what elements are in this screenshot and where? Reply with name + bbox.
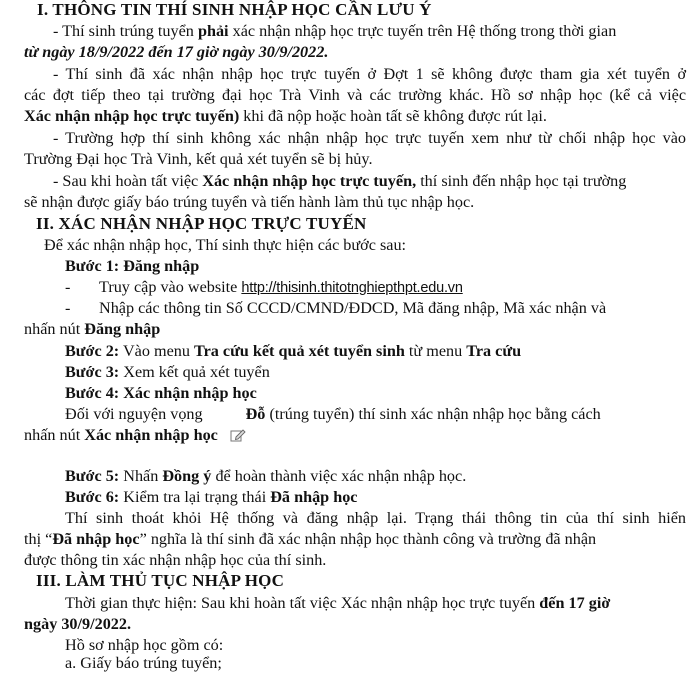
section-3-line-2: ngày 30/9/2022. xyxy=(24,615,132,633)
edit-icon xyxy=(230,427,246,441)
section-1-para-3-line-2: Trường Đại học Trà Vinh, kết quả xét tuyển sẽ bị hủy. xyxy=(24,150,373,168)
section-1-para-3-line-1: - Trường hợp thí sinh không xác nhận nhập học trực tuyến xem như từ chối nhập học vào xyxy=(53,129,686,147)
section-1-para-2-line-1: - Thí sinh đã xác nhận nhập học trực tuyến ở Đợt 1 sẽ không được tham gia xét tuyển ở xyxy=(53,65,686,83)
section-1-para-4-line-1: - Sau khi hoàn tất việc Xác nhận nhập học trực tuyến, thí sinh đến nhập học tại trường xyxy=(53,172,627,190)
website-link[interactable]: http://thisinh.thitotnghiepthpt.edu.vn xyxy=(241,280,463,296)
step-1-item-1: - Truy cập vào website http://thisinh.thitotnghiepthpt.edu.vn xyxy=(65,278,463,296)
step-4-title: Bước 4: Xác nhận nhập học xyxy=(65,384,257,402)
section-3-line-3: Hồ sơ nhập học gồm có: xyxy=(65,636,224,654)
step-4-line-1: Đối với nguyện vọng Đỗ (trúng tuyển) thí sinh xác nhận nhập học bằng cách xyxy=(65,405,601,423)
step-6: Bước 6: Kiểm tra lại trạng thái Đã nhập học xyxy=(65,488,358,506)
section-1-para-2-line-3: Xác nhận nhập học trực tuyến) khi đã nộp hoặc hoàn tất sẽ không được rút lại. xyxy=(24,107,547,125)
section-2-intro: Để xác nhận nhập học, Thí sinh thực hiện các bước sau: xyxy=(44,236,407,254)
step-1-item-2-cont: nhấn nút Đăng nhập xyxy=(24,320,161,338)
section-1-para-4-line-2: sẽ nhận được giấy báo trúng tuyển và tiến hành làm thủ tục nhập học. xyxy=(24,193,475,211)
section-1-para-2-line-2: các đợt tiếp theo tại trường đại học Trà Vinh và các trường khác. Hồ sơ nhập học (kể cả việc xyxy=(24,86,686,104)
step-2: Bước 2: Vào menu Tra cứu kết quả xét tuyển sinh từ menu Tra cứu xyxy=(65,342,522,360)
step-1-item-2: - Nhập các thông tin Số CCCD/CMND/ĐDCD, Mã đăng nhập, Mã xác nhận và xyxy=(65,299,607,317)
section-2-heading: II. XÁC NHẬN NHẬP HỌC TRỰC TUYẾN xyxy=(36,214,367,233)
section-1-heading: I. THÔNG TIN THÍ SINH NHẬP HỌC CẦN LƯU Ý xyxy=(37,0,432,19)
status-para-line-3: được thông tin xác nhận nhập học của thí sinh. xyxy=(24,551,327,569)
section-1-date-range: từ ngày 18/9/2022 đến 17 giờ ngày 30/9/2022. xyxy=(24,43,329,61)
section-3-line-4: a. Giấy báo trúng tuyển; xyxy=(65,654,222,672)
section-1-para-1: - Thí sinh trúng tuyển phải xác nhận nhập học trực tuyến trên Hệ thống trong thời gian xyxy=(53,22,617,40)
section-3-line-1: Thời gian thực hiện: Sau khi hoàn tất việc Xác nhận nhập học trực tuyến đến 17 giờ xyxy=(65,594,611,612)
step-1-title: Bước 1: Đăng nhập xyxy=(65,257,200,275)
status-para-line-1: Thí sinh thoát khỏi Hệ thống và đăng nhập lại. Trạng thái thông tin của thí sinh hiển xyxy=(65,509,686,527)
status-para-line-2: thị “Đã nhập học” nghĩa là thí sinh đã xác nhận nhập học thành công và trường đã nhận xyxy=(24,530,597,548)
step-4-line-2: nhấn nút Xác nhận nhập học xyxy=(24,425,700,445)
step-5: Bước 5: Nhấn Đồng ý để hoàn thành việc xác nhận nhập học. xyxy=(65,467,467,485)
section-3-heading: III. LÀM THỦ TỤC NHẬP HỌC xyxy=(36,571,285,590)
step-3: Bước 3: Xem kết quả xét tuyển xyxy=(65,363,270,381)
